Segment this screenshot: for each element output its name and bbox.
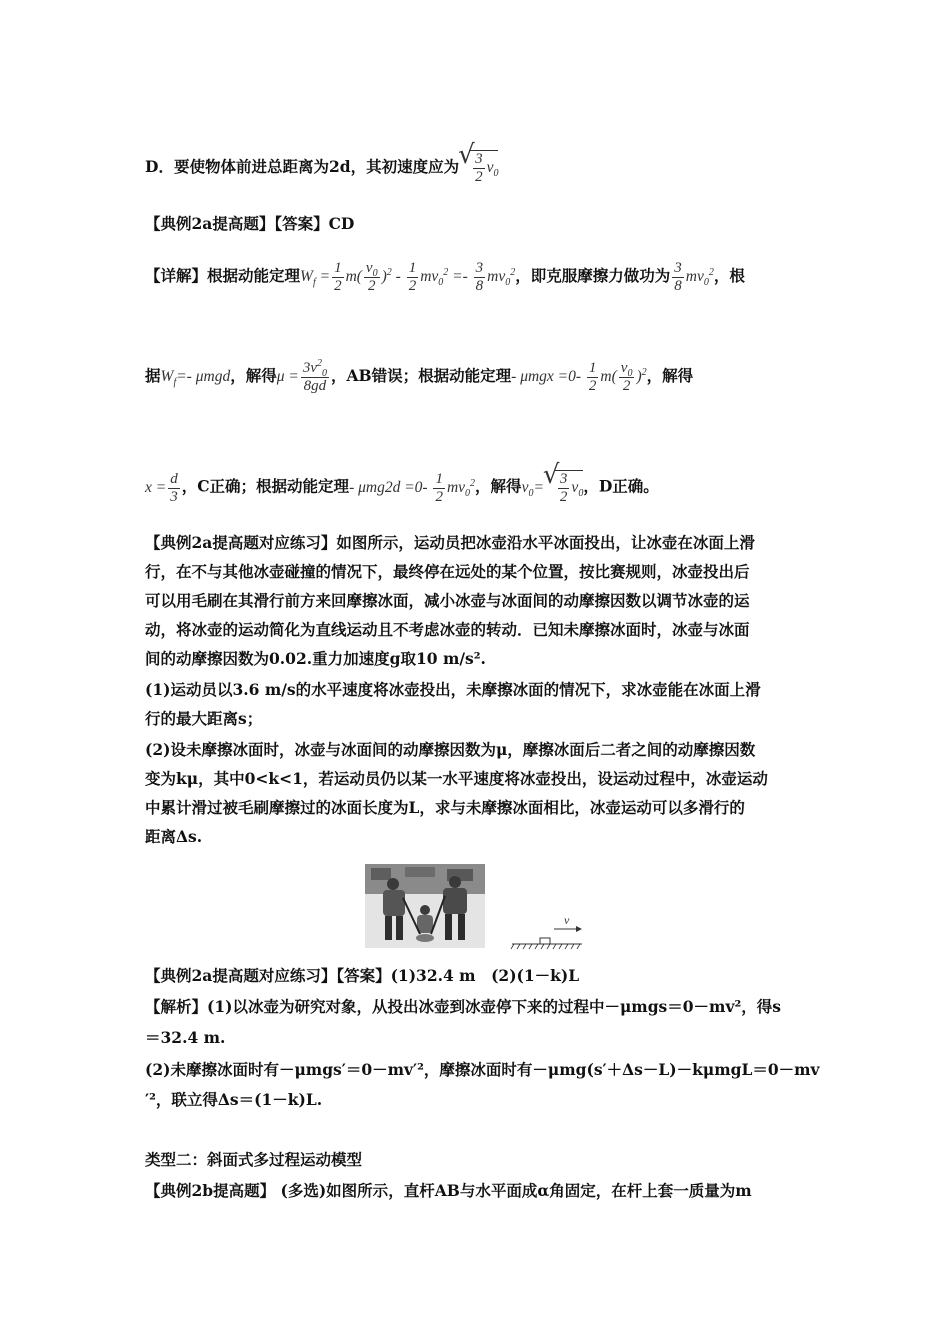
energy-close: ) bbox=[636, 368, 642, 386]
question-2-line-3: 中累计滑过被毛刷摩擦过的冰面长度为L，求与未摩擦冰面相比，冰壶运动可以多滑行的 bbox=[145, 798, 745, 817]
practice-line-1: 【典例2a提高题对应练习】如图所示，运动员把冰壶沿水平冰面投出，让冰壶在冰面上滑 bbox=[145, 533, 755, 552]
analysis-line-3: (2)未摩擦冰面时有－μmgs′＝0－mv′²，摩擦冰面时有－μmg(s′＋Δs－L)－kμmgL＝0－mv bbox=[145, 1060, 820, 1079]
detail-line-3 bbox=[145, 470, 659, 506]
sqrt2-v0: v bbox=[571, 479, 579, 497]
ex2b-line: 【典例2b提高题】 (多选)如图所示，直杆AB与水平面成α角固定，在杆上套一质量为m bbox=[145, 1181, 752, 1200]
v0-in-frac: v bbox=[365, 260, 373, 276]
question-2-line-2: 变为kμ，其中0<k<1，若运动员仍以某一水平速度将冰壶投出，设运动过程中，冰壶运动 bbox=[145, 769, 768, 788]
eq1-v0-sub: 0 bbox=[438, 277, 444, 289]
eq1-m2: m bbox=[420, 268, 432, 286]
v0-sub: 0 bbox=[493, 168, 499, 180]
eq1-m3: m bbox=[487, 268, 499, 286]
velocity-diagram-drawing bbox=[510, 912, 585, 952]
mu-eq: μ = bbox=[276, 368, 299, 386]
v0-in-frac-sub: 0 bbox=[372, 268, 378, 279]
detail-1a: 【详解】根据动能定理 bbox=[145, 266, 301, 286]
curling-photo bbox=[365, 864, 485, 948]
eq2-m: m bbox=[685, 268, 697, 286]
practice-line-2: 行，在不与其他冰壶碰撞的情况下，最终停在远处的某个位置，按比赛规则，冰壶投出后 bbox=[145, 562, 750, 581]
frac-3-den: 2 bbox=[408, 278, 417, 294]
frac-8-num: 1 bbox=[435, 470, 443, 487]
v0p: v bbox=[521, 478, 529, 496]
question-1-line-2: 行的最大距离s； bbox=[145, 709, 263, 728]
wf-symbol: W bbox=[300, 268, 313, 286]
analysis-line-4: ′²，联立得Δs＝(1－k)L. bbox=[145, 1090, 323, 1109]
practice-line-4: 动，将冰壶的运动简化为直线运动且不考虑冰壶的转动．已知未摩擦冰面时，冰壶与冰面 bbox=[145, 620, 750, 639]
mu-num: 3v bbox=[302, 360, 318, 376]
velocity-label: v bbox=[564, 913, 570, 927]
wf2-symbol: W bbox=[160, 368, 174, 386]
x-den: 3 bbox=[170, 488, 178, 505]
mu-den: 8gd bbox=[303, 378, 327, 394]
detail-line-2 bbox=[145, 360, 693, 395]
eq1-v0-sq: 2 bbox=[443, 266, 449, 278]
option-d-text: D．要使物体前进总距离为2d，其初速度应为 bbox=[145, 157, 460, 176]
eq2-v0: v bbox=[696, 268, 704, 286]
wf-eq: =- μmgd bbox=[176, 368, 231, 386]
eq1-close: ) bbox=[381, 268, 387, 286]
sqrt-den: 2 bbox=[475, 169, 483, 185]
eq1-v0b: v bbox=[498, 268, 506, 286]
detail-3b: ，解得 bbox=[475, 476, 522, 496]
x-eq: x = bbox=[145, 478, 167, 496]
sqrt-num: √ 3 bbox=[475, 151, 483, 167]
eq1-sq: 2 bbox=[386, 266, 392, 278]
eq1-minus: - bbox=[395, 268, 401, 286]
velocity-diagram bbox=[510, 912, 585, 952]
energy2-v0: v bbox=[458, 478, 466, 496]
frac-2-den: 2 bbox=[368, 278, 376, 294]
mu-num-sq: 2 bbox=[317, 358, 323, 369]
question-2-line-1: (2)设未摩擦冰面时，冰壶与冰面间的动摩擦因数为μ，摩擦冰面后二者之间的动摩擦因数 bbox=[145, 740, 756, 759]
eq2-v0-sub: 0 bbox=[703, 277, 709, 289]
eq1-v0b-sq: 2 bbox=[510, 266, 516, 278]
energy-v0: v bbox=[620, 360, 628, 376]
ex2a-answer: 【典例2a提高题】【答案】CD bbox=[145, 214, 355, 233]
wf2-sub: f bbox=[173, 377, 177, 389]
curling-photo-drawing bbox=[365, 864, 485, 948]
sqrt-expression bbox=[469, 150, 498, 186]
detail-2d: ，解得 bbox=[646, 366, 694, 386]
frac-5-num: 3 bbox=[674, 260, 682, 276]
eq2-v0-sq: 2 bbox=[708, 266, 714, 278]
energy-v0-sub: 0 bbox=[627, 368, 633, 379]
eq1-v0: v bbox=[431, 268, 439, 286]
frac-7-den: 2 bbox=[622, 378, 631, 394]
detail-1b: ，即克服摩擦力做功为 bbox=[515, 266, 671, 286]
energy2-m: m bbox=[446, 478, 459, 496]
wf-sub: f bbox=[312, 277, 316, 289]
detail-1c: ，根 bbox=[713, 266, 745, 286]
eq1-v0b-sub: 0 bbox=[505, 277, 511, 289]
mu-num-sub: 0 bbox=[322, 368, 328, 379]
v0p-eq: = bbox=[533, 478, 544, 496]
frac-6-num: 1 bbox=[588, 360, 597, 376]
detail-2c: ，AB错误；根据动能定理 bbox=[331, 366, 512, 386]
energy-left: - μmgx =0- bbox=[511, 368, 582, 386]
frac-5-den: 8 bbox=[674, 278, 682, 294]
detail-2b: ，解得 bbox=[230, 366, 277, 386]
analysis-line-2: ＝32.4 m. bbox=[145, 1028, 226, 1047]
analysis-line-1: 【解析】(1)以冰壶为研究对象，从投出冰壶到冰壶停下来的过程中－μmgs＝0－mv²，得s bbox=[145, 997, 781, 1016]
detail-2a: 据 bbox=[145, 366, 161, 386]
detail-3a: ，C正确；根据动能定理 bbox=[181, 476, 350, 496]
v0-symbol: v bbox=[486, 159, 494, 177]
frac-8-den: 2 bbox=[435, 488, 443, 505]
frac-3-num: 1 bbox=[408, 260, 417, 276]
detail-3c: ，D正确。 bbox=[583, 476, 659, 496]
type2-heading: 类型二：斜面式多过程运动模型 bbox=[145, 1150, 363, 1169]
frac-4-den: 8 bbox=[475, 278, 484, 294]
sqrt2-num: √ 3 bbox=[559, 471, 568, 487]
energy-m: m( bbox=[600, 368, 617, 386]
energy-sq: 2 bbox=[641, 366, 647, 378]
v0p-sub: 0 bbox=[528, 487, 534, 499]
option-d bbox=[145, 150, 498, 186]
practice-answer: 【典例2a提高题对应练习】【答案】(1)32.4 m (2)(1－k)L bbox=[145, 966, 580, 985]
energy2-v0-sub: 0 bbox=[465, 487, 471, 499]
practice-line-5: 间的动摩擦因数为0.02.重力加速度g取10 m/s². bbox=[145, 649, 486, 668]
frac-6-den: 2 bbox=[588, 378, 597, 394]
x-num: d bbox=[170, 470, 178, 487]
practice-line-3: 可以用毛刷在其滑行前方来回摩擦冰面，减小冰壶与冰面间的动摩擦因数以调节冰壶的运 bbox=[145, 591, 750, 610]
frac-1-den: 2 bbox=[334, 278, 342, 294]
question-1-line-1: (1)运动员以3.6 m/s的水平速度将冰壶投出，未摩擦冰面的情况下，求冰壶能在冰面上滑 bbox=[145, 680, 761, 699]
eq1-left: = bbox=[319, 268, 331, 286]
eq-wf bbox=[300, 260, 516, 294]
question-2-line-4: 距离Δs. bbox=[145, 827, 203, 846]
eq1-eq: =- bbox=[452, 268, 468, 286]
frac-1-num: 1 bbox=[334, 260, 342, 276]
sqrt2-v0-sub: 0 bbox=[578, 488, 584, 500]
energy2-left: - μmg2d =0- bbox=[349, 478, 428, 496]
frac-4-num: 3 bbox=[475, 260, 484, 276]
detail-line-1 bbox=[145, 260, 745, 295]
sqrt2-den: 2 bbox=[559, 489, 568, 505]
eq1-m: m( bbox=[345, 268, 362, 286]
energy2-sq: 2 bbox=[470, 477, 476, 489]
